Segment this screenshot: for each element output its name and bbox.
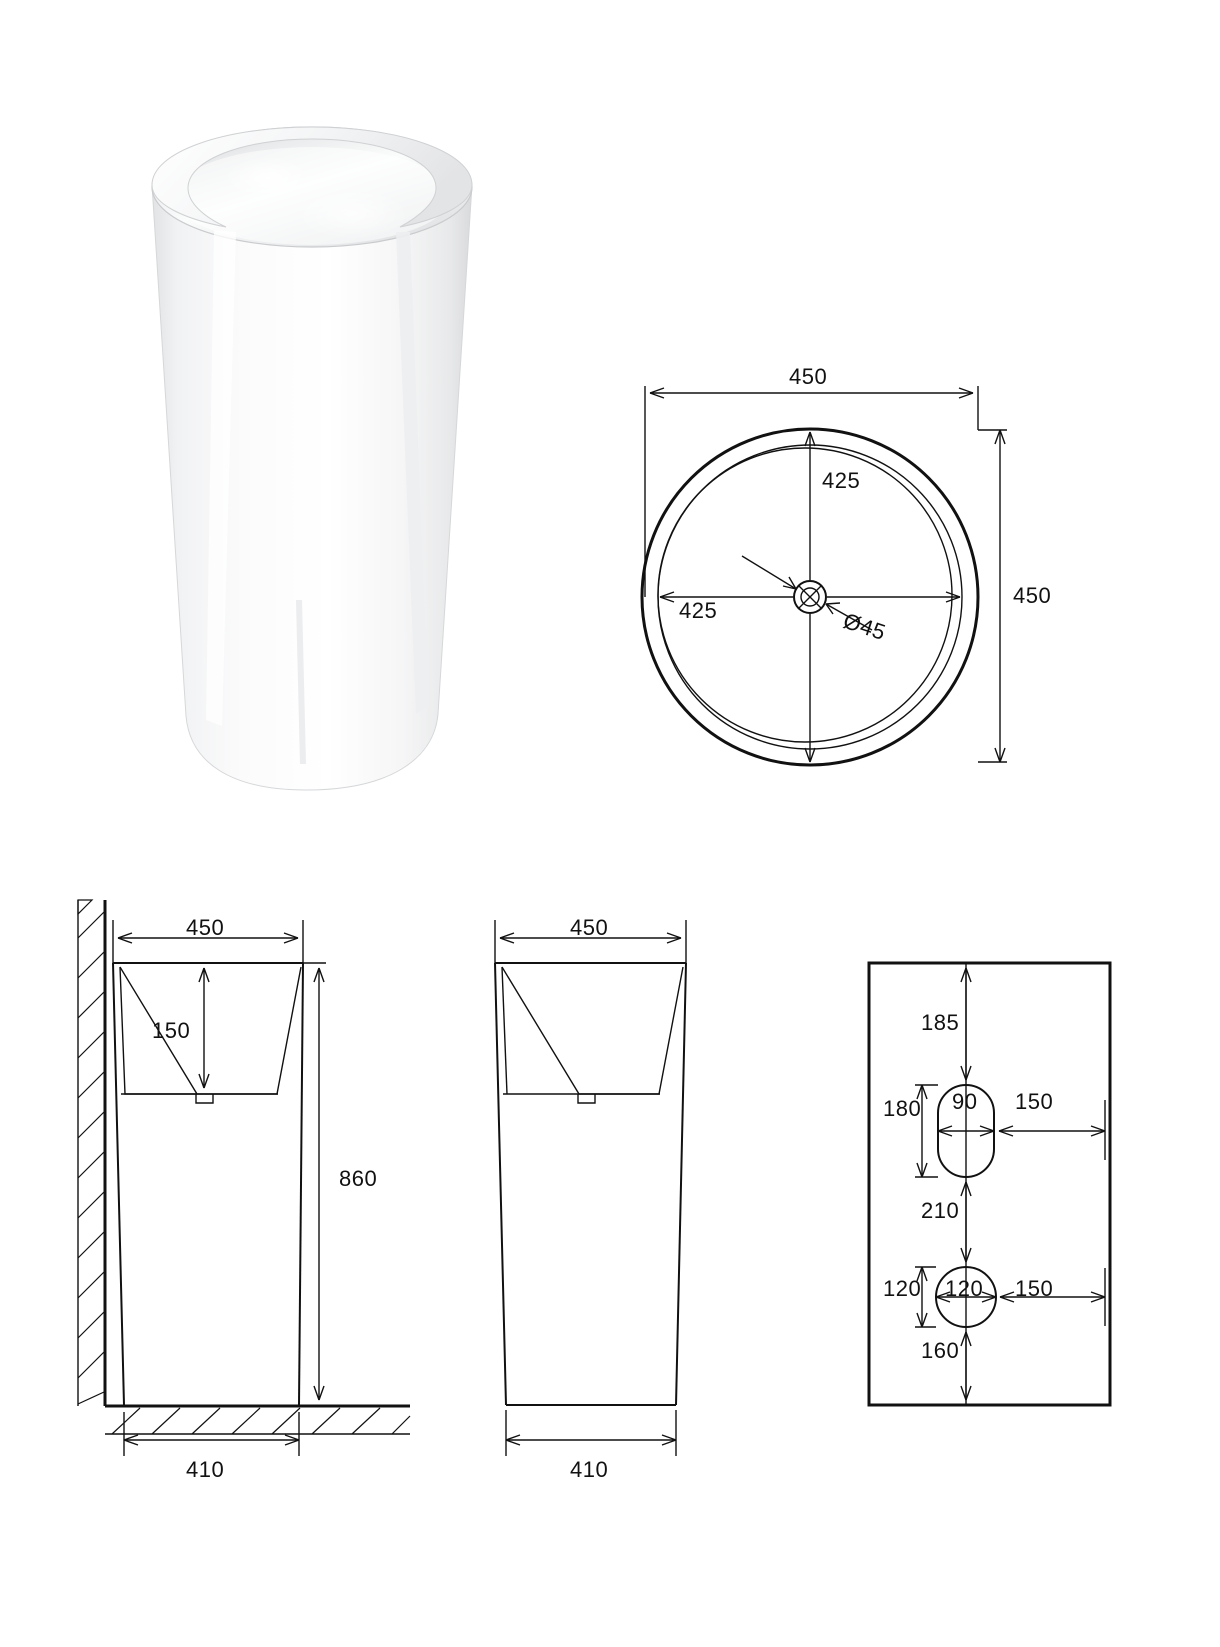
roughin-dim-185: 185 [921, 1010, 960, 1035]
top-view-dim-450-depth: 450 [1013, 583, 1052, 608]
front-view-dim-450: 450 [570, 915, 609, 940]
roughin-dim-150-circle: 150 [1015, 1276, 1054, 1301]
top-view-dim-450-width: 450 [789, 364, 828, 389]
roughin-dim-150-slot: 150 [1015, 1089, 1054, 1114]
roughin-dim-120-height: 120 [883, 1276, 922, 1301]
top-view-dim-425-vertical: 425 [822, 468, 861, 493]
roughin-dim-210: 210 [921, 1198, 960, 1223]
roughin-dim-120-diameter: 120 [945, 1276, 984, 1301]
side-view-dim-410: 410 [186, 1457, 225, 1482]
side-view-dim-150: 150 [152, 1018, 191, 1043]
roughin-dim-180: 180 [883, 1096, 922, 1121]
roughin-dim-90: 90 [952, 1089, 978, 1114]
top-view-dim-drain-diameter: Ø45 [840, 608, 889, 646]
roughin-dim-160: 160 [921, 1338, 960, 1363]
top-view-dim-425-horizontal: 425 [679, 598, 718, 623]
front-view-dim-410: 410 [570, 1457, 609, 1482]
side-view-dim-450: 450 [186, 915, 225, 940]
side-view-dim-860: 860 [339, 1166, 378, 1191]
